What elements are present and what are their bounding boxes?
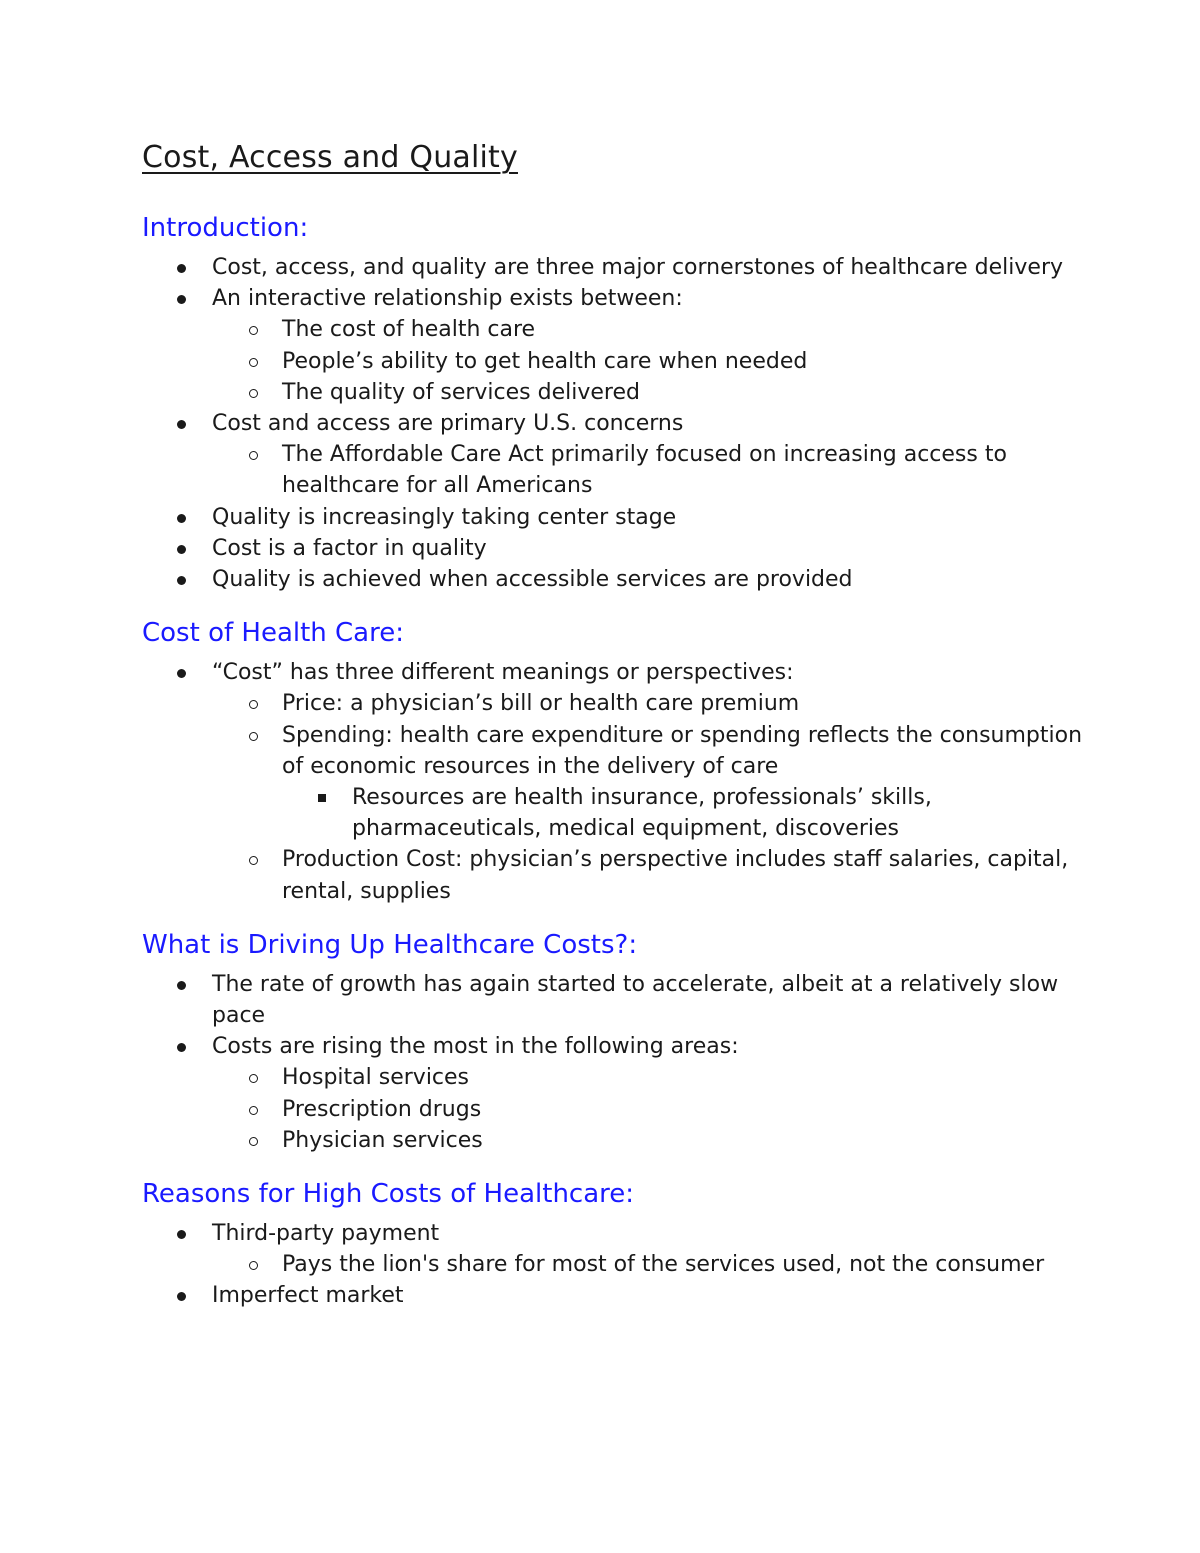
bullet-disc-icon: [177, 420, 186, 429]
bullet-list: [142, 252, 1100, 595]
list-item: An interactive relationship exists between: The cost of health care People’s ability to get health care when needed The quality of services delivered: [142, 283, 1100, 408]
sub-bullet-list: [142, 314, 1100, 408]
list-item: Cost is a factor in quality: [142, 533, 1100, 564]
list-item: Spending: health care expenditure or spending reflects the consumption of economic resources in the delivery of care Resources are health insurance, professionals’ skills, pharmaceuticals, medical equipment, discoveries: [212, 720, 1100, 845]
section-heading: Cost of Health Care:: [142, 618, 404, 649]
list-item: Third-party payment Pays the lion's share for most of the services used, not the consumer: [142, 1218, 1100, 1280]
list-item: Resources are health insurance, professionals’ skills, pharmaceuticals, medical equipment, discoveries: [282, 782, 1100, 844]
list-item: “Cost” has three different meanings or perspectives: Price: a physician’s bill or health care premium Spending: health care expenditure or spending reflects the consumption of economic resources in the delivery of care Resources are health insurance, professionals’ skills, pharmaceuticals, medical equipment, discoveries Production Cost: physician’s perspective includes staff salaries, capital, rental, supplies: [142, 657, 1100, 907]
sub-bullet-list: [142, 1249, 1100, 1280]
list-item: Hospital services: [212, 1062, 1100, 1093]
bullet-list: [142, 657, 1100, 907]
bullet-disc-icon: [177, 1292, 186, 1301]
bullet-disc-icon: [177, 264, 186, 273]
section-heading: What is Driving Up Healthcare Costs?:: [142, 929, 638, 960]
list-item: Quality is increasingly taking center stage: [142, 502, 1100, 533]
sub-bullet-list: [142, 1062, 1100, 1156]
section-driving-costs: [142, 927, 1100, 1156]
list-item: The quality of services delivered: [212, 377, 1100, 408]
bullet-circle-icon: [249, 856, 258, 865]
bullet-circle-icon: [249, 1074, 258, 1083]
bullet-disc-icon: [177, 981, 186, 990]
bullet-circle-icon: [249, 358, 258, 367]
list-item: Imperfect market: [142, 1280, 1100, 1311]
bullet-circle-icon: [249, 1137, 258, 1146]
bullet-disc-icon: [177, 514, 186, 523]
sub-bullet-list: [142, 439, 1100, 501]
section-heading: Reasons for High Costs of Healthcare:: [142, 1179, 635, 1210]
bullet-circle-icon: [249, 700, 258, 709]
sub-bullet-list: [142, 688, 1100, 906]
bullet-circle-icon: [249, 389, 258, 398]
bullet-disc-icon: [177, 545, 186, 554]
list-item: The rate of growth has again started to accelerate, albeit at a relatively slow pace: [142, 969, 1100, 1031]
bullet-disc-icon: [177, 576, 186, 585]
bullet-disc-icon: [177, 1043, 186, 1052]
list-item: The Affordable Care Act primarily focused on increasing access to healthcare for all Americans: [212, 439, 1100, 501]
list-item: Pays the lion's share for most of the services used, not the consumer: [212, 1249, 1100, 1280]
list-item: Physician services: [212, 1125, 1100, 1156]
bullet-circle-icon: [249, 326, 258, 335]
bullet-disc-icon: [177, 295, 186, 304]
list-item: Prescription drugs: [212, 1094, 1100, 1125]
section-heading: Introduction:: [142, 213, 309, 243]
list-item: Cost and access are primary U.S. concerns The Affordable Care Act primarily focused on increasing access to healthcare for all Americans: [142, 408, 1100, 502]
sub-sub-bullet-list: [282, 782, 1100, 844]
section-reasons-high-costs: [142, 1176, 1100, 1312]
bullet-list: [142, 969, 1100, 1156]
list-item: Cost, access, and quality are three major cornerstones of healthcare delivery: [142, 252, 1100, 283]
list-item: Price: a physician’s bill or health care premium: [212, 688, 1100, 719]
bullet-circle-icon: [249, 1261, 258, 1270]
bullet-square-icon: [318, 794, 326, 802]
bullet-list: [142, 1218, 1100, 1312]
page-title: Cost, Access and Quality: [142, 140, 518, 175]
bullet-circle-icon: [249, 732, 258, 741]
bullet-circle-icon: [249, 451, 258, 460]
section-introduction: [142, 210, 1100, 595]
list-item: Quality is achieved when accessible services are provided: [142, 564, 1100, 595]
list-item: Production Cost: physician’s perspective includes staff salaries, capital, rental, supplies: [212, 844, 1100, 906]
list-item: Costs are rising the most in the following areas: Hospital services Prescription drugs Physician services: [142, 1031, 1100, 1156]
list-item: The cost of health care: [212, 314, 1100, 345]
section-cost-of-health-care: [142, 615, 1100, 907]
list-item: People’s ability to get health care when needed: [212, 346, 1100, 377]
bullet-disc-icon: [177, 1230, 186, 1239]
bullet-disc-icon: [177, 669, 186, 678]
bullet-circle-icon: [249, 1106, 258, 1115]
